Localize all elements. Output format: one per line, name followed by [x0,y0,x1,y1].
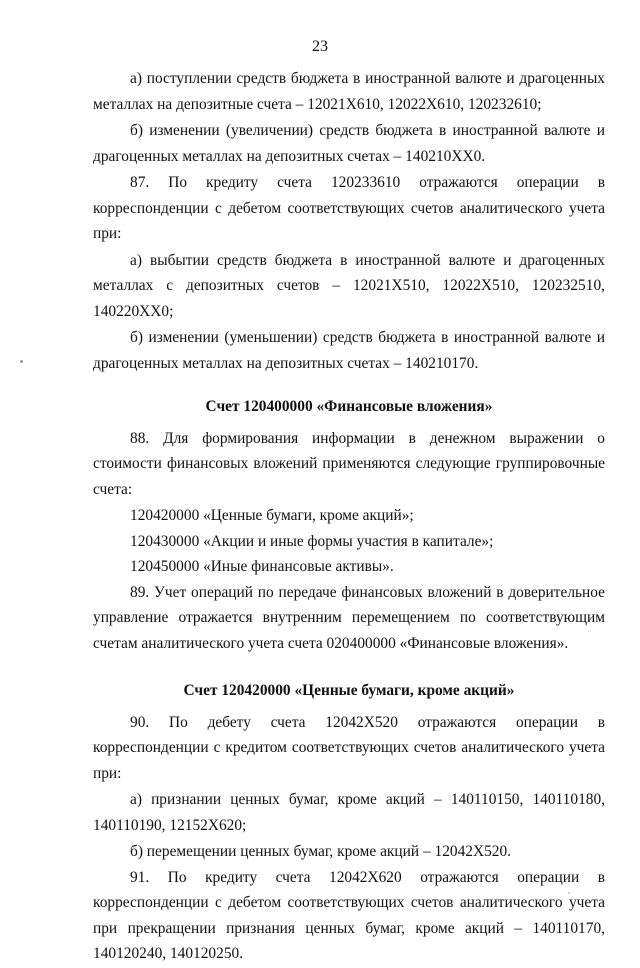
paragraph-86b: б) изменении (увеличении) средств бюджета в иностранной валюте и драгоценных металлах на депозитных счетах – 140210ХХ0. [93,122,605,165]
paragraph-90a: а) признании ценных бумаг, кроме акций – 140110150, 140110180, 140110190, 12152Х620; [93,791,605,834]
paragraph-89: 89. Учет операций по передаче финансовых вложений в доверительное управление отражается внутренним перемещением по соответствующим счетам аналитического учета счета 020400000 «Финансовые вложения». [93,583,605,652]
section-heading-financial-investments: Счет 120400000 «Финансовые вложения» [205,398,493,415]
paragraph-86a: а) поступлении средств бюджета в иностранной валюте и драгоценных металлах на депозитные счета – 12021Х610, 12022Х610, 120232610; [93,70,605,113]
paragraph-87a: а) выбытии средств бюджета в иностранной валюте и драгоценных металлах с депозитных счетов – 12021Х510, 12022Х510, 120232510, 140220ХХ0; [93,251,605,320]
document-body [93,66,605,968]
account-item-120430000: 120430000 «Акции и иные формы участия в капитале»; [130,532,494,550]
paragraph-87b: б) изменении (уменьшении) средств бюджета в иностранной валюте и драгоценных металлах на депозитных счетах – 140210170. [93,329,605,372]
paragraph-87: 87. По кредиту счета 120233610 отражаются операции в корреспонденции с дебетом соответствующих счетов аналитического учета при: [93,174,605,242]
account-item-120450000: 120450000 «Иные финансовые активы». [130,558,394,575]
paragraph-88: 88. Для формирования информации в денежном выражении о стоимости финансовых вложений применяются следующие группировочные счета: [93,429,605,498]
scan-speck [20,360,23,363]
section-heading-securities: Счет 120420000 «Ценные бумаги, кроме акций» [183,682,515,699]
account-item-120420000: 120420000 «Ценные бумаги, кроме акций»; [130,507,414,524]
scan-speck [568,892,570,894]
page-number: 23 [312,38,328,55]
paragraph-90b: б) перемещении ценных бумаг, кроме акций – 12042Х520. [130,843,512,860]
paragraph-91: 91. По кредиту счета 12042Х620 отражаются операции в корреспонденции с дебетом соответствующих счетов аналитического учета при прекращении признания ценных бумаг, кроме акций – 140110170, 140120240, 140120250. [93,868,605,962]
paragraph-90: 90. По дебету счета 12042Х520 отражаются операции в корреспонденции с кредитом соответствующих счетов аналитического учета при: [93,713,605,782]
